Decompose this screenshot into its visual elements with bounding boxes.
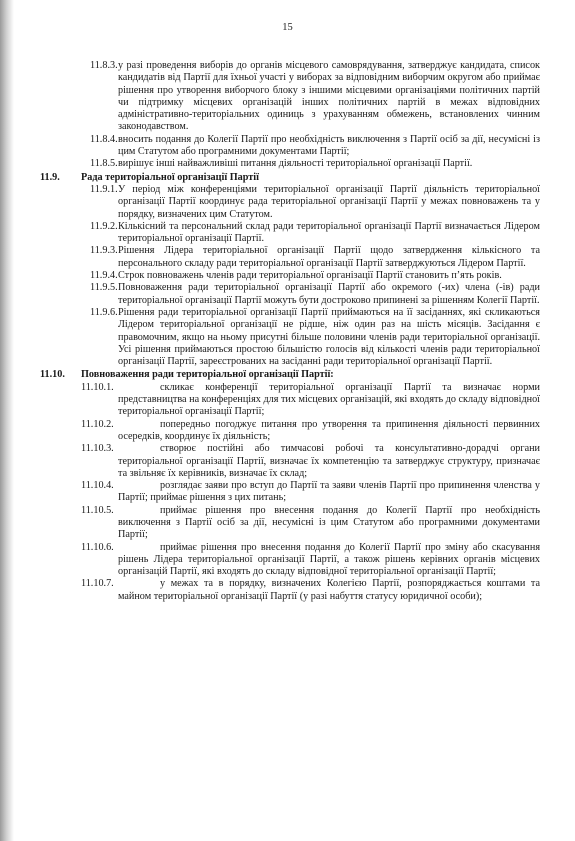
clause-text: вносить подання до Колегії Партії про необхідність виключення з Партії осіб за дії, несумісні із цим Статутом або програмними документами Партії;	[118, 133, 540, 158]
clause-number: 11.10.3.	[81, 443, 114, 455]
section-title: Рада територіальної організації Партії	[81, 171, 259, 183]
clause-11-8-5	[40, 158, 540, 170]
clause-11-10-5	[40, 505, 540, 542]
clause-text: попередньо погоджує питання про утворення та припинення діяльності первинних осередків, координує їх діяльність;	[118, 418, 540, 442]
clause-11-9-1	[40, 184, 540, 221]
clause-11-10-7	[40, 578, 540, 603]
clause-number: 11.10.5.	[81, 504, 114, 516]
clause-number: 11.10.7.	[81, 578, 114, 590]
clause-number: 11.9.5.	[90, 282, 118, 294]
clause-text: у межах та в порядку, визначених Колегією Партії, розпоряджається коштами та майном територіальної організації Партії (у разі набуття статусу юридичної особи);	[118, 578, 540, 602]
clause-text: скликає конференції територіальної організації Партії та визначає норми представництва на конференціях для тих місцевих організацій, які входять до складу відповідної територіальної організації Партії;	[118, 381, 540, 418]
clause-number: 11.9.4.	[90, 270, 118, 282]
clause-11-10-3	[40, 443, 540, 480]
clause-number: 11.10.1.	[81, 381, 114, 393]
clause-text: Строк повноважень членів ради територіальної організації Партії становить п’ять років.	[118, 270, 502, 282]
clause-11-9-6	[40, 307, 540, 368]
page-number: 15	[282, 22, 293, 33]
section-11-10-heading	[40, 369, 540, 381]
clause-11-10-6	[40, 542, 540, 579]
section-number: 11.9.	[40, 171, 60, 183]
clause-11-10-1	[40, 382, 540, 419]
section-number: 11.10.	[40, 369, 65, 381]
clause-number: 11.9.1.	[90, 183, 118, 195]
clause-text: У період між конференціями територіальної організації Партії діяльність територіальної організації Партії координує рада територіальної організації Партії у межах повноважень та у порядку, визначених цим Статутом.	[118, 183, 540, 220]
clause-text: Рішення Лідера територіальної організації Партії щодо затвердження кількісного та персонального складу ради територіальної організації Партії затверджуються Лідером Партії.	[118, 245, 540, 269]
clause-text: приймає рішення про внесення подання до Колегії Партії про необхідність виключення з Партії осіб за дії, несумісні із цим Статутом або програмними документами Партії;	[118, 504, 540, 541]
clause-text: Рішення ради територіальної організації Партії приймаються на її засіданнях, які скликаються Лідером територіальної організації не рідше, ніж один раз на шість місяців. Засідання є правомочним, якщо на ньому присутні більше половини членів ради територіальної організації. Усі рішення приймаються простою більшістю голосів від кількості членів ради територіальної організації Партії, зареєстрованих на засіданні ради територіальної організації Партії.	[118, 306, 540, 368]
clause-text: у разі проведення виборів до органів місцевого самоврядування, затверджує кандидата, список кандидатів від Партії для їхньої участі у виборах за відповідним виборчим округом або приймає рішення про утворення виборчого блоку з іншими місцевими організаціями політичних партій чи підтримку місцевих організацій інших політичних партій в межах відповідних адміністративно-територіальних одиниць з урахуванням обмежень, встановлених чинним законодавством.	[118, 60, 540, 133]
clause-11-10-4	[40, 480, 540, 505]
clause-number: 11.8.4.	[90, 133, 118, 145]
clause-number: 11.9.2.	[90, 220, 118, 232]
clause-number: 11.8.5.	[90, 158, 118, 170]
clause-11-9-5	[40, 282, 540, 307]
section-title: Повноваження ради територіальної організації Партії:	[81, 369, 334, 381]
clause-number: 11.10.6.	[81, 541, 114, 553]
clause-number: 11.8.3.	[90, 60, 118, 71]
clause-11-9-3	[40, 245, 540, 270]
clause-11-10-2	[40, 419, 540, 444]
clause-11-9-2	[40, 221, 540, 246]
scan-edge-shadow	[0, 0, 14, 841]
clause-number: 11.10.2.	[81, 418, 114, 430]
clause-text: Кількісний та персональний склад ради територіальної організації Партії визначається Лідером територіальної організації Партії.	[118, 220, 540, 245]
clause-11-8-3	[40, 60, 540, 134]
clause-11-8-4	[40, 134, 540, 159]
document-body	[40, 60, 540, 603]
clause-text: Повноваження ради територіальної організації Партії або окремого (-их) члена (-ів) ради територіальної організації Партії можуть бути достроково припинені за рішенням Колегії Партії.	[118, 282, 540, 306]
clause-11-9-4	[40, 270, 540, 282]
clause-number: 11.9.3.	[90, 245, 118, 257]
clause-text: приймає рішення про внесення подання до Колегії Партії про зміну або скасування рішень Лідера територіальної організації Партії, а також рішень керівних органів місцевих організацій Партії, які входять до складу відповідної територіальної організації Партії;	[118, 541, 540, 578]
clause-text: вирішує інші найважливіші питання діяльності територіальної організації Партії.	[118, 158, 473, 170]
section-11-9-heading	[40, 172, 540, 184]
clause-text: створює постійні або тимчасові робочі та консультативно-дорадчі органи територіальної організації Партії, визначає їх компетенцію та затверджує структуру, призначає та звільняє їх керівників, визначає їх склад;	[118, 443, 540, 479]
clause-number: 11.9.6.	[90, 306, 118, 318]
clause-text: розглядає заяви про вступ до Партії та заяви членів Партії про припинення членства у Партії; приймає рішення з цих питань;	[118, 480, 540, 504]
clause-number: 11.10.4.	[81, 480, 114, 492]
